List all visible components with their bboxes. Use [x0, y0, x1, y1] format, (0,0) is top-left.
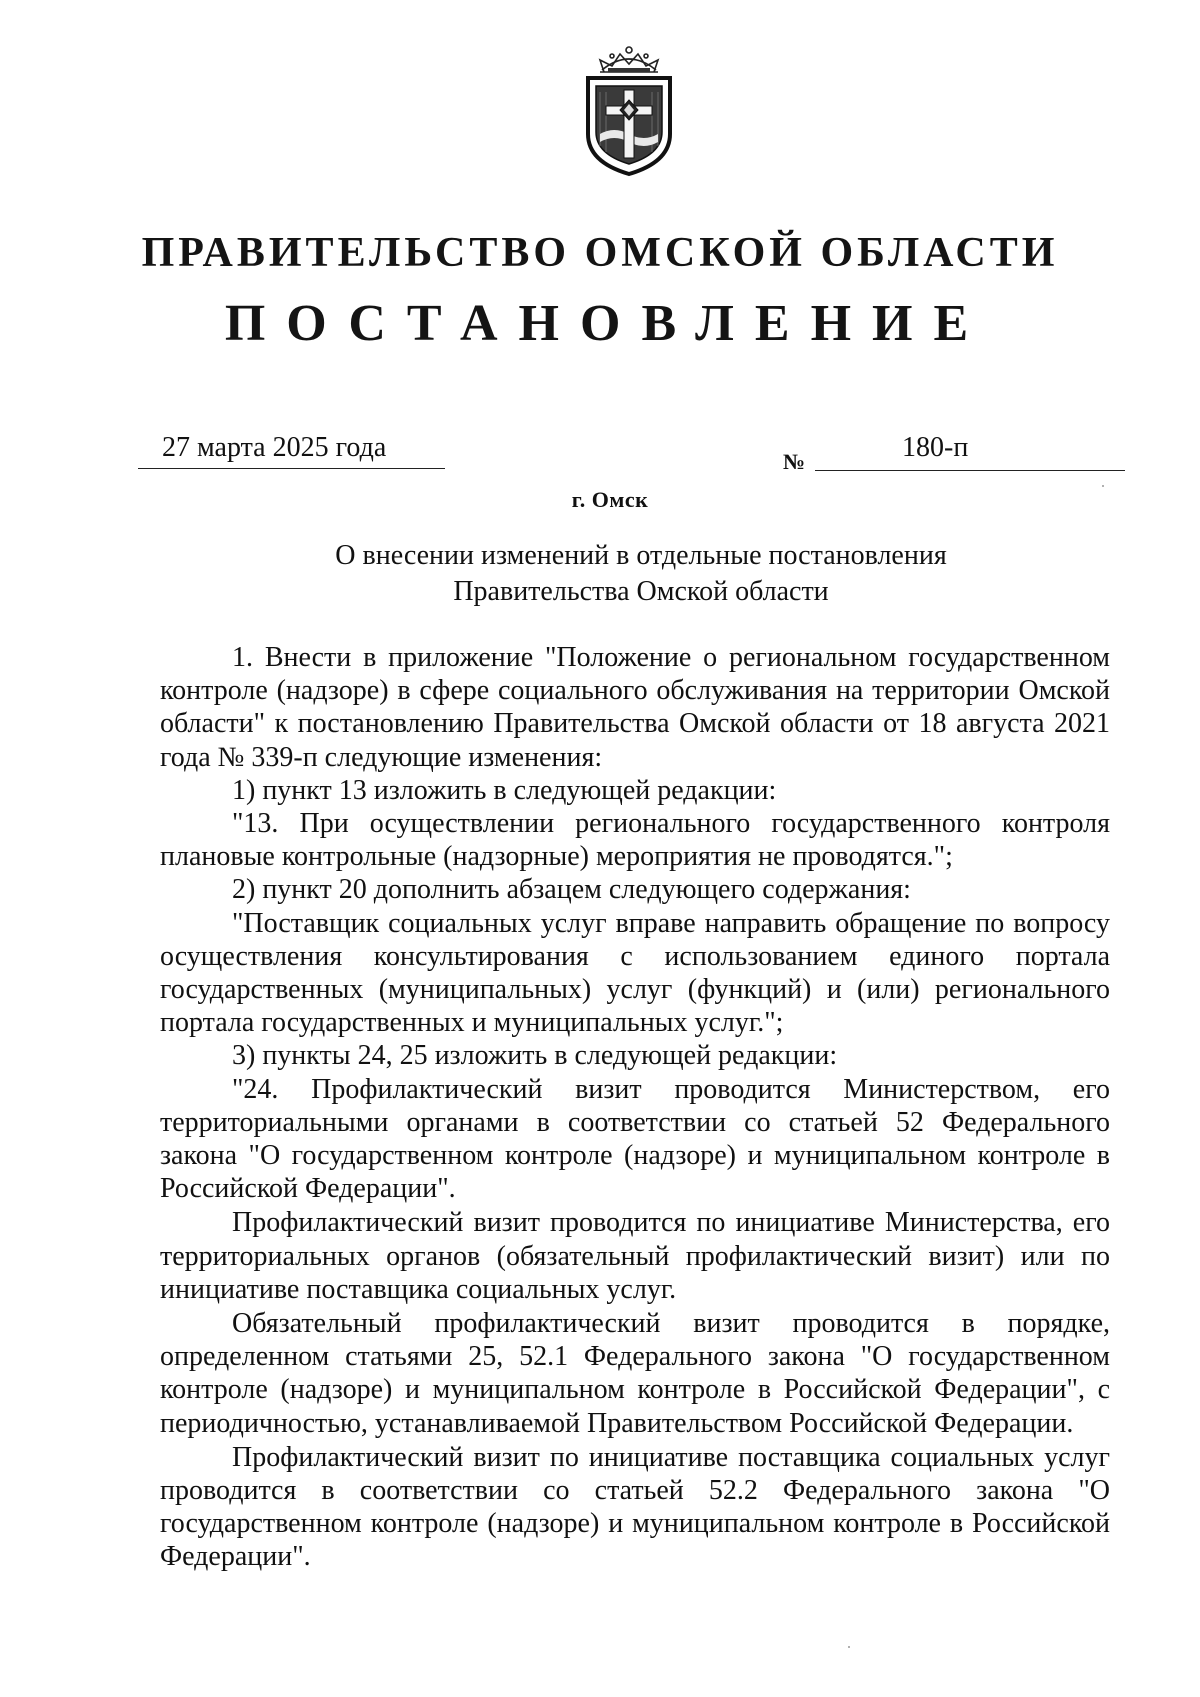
body-paragraph: 1) пункт 13 изложить в следующей редакции:: [232, 774, 777, 806]
document-number-field: [815, 432, 1125, 471]
body-paragraph: 1. Внести в приложение "Положение о региональном государственном контроле (надзоре) в сфере социального обслуживания на территории Омской области" к постановлению Правительства Омской области от 18 августа 2021 года № 339-п следующие изменения:: [160, 642, 1110, 773]
body-paragraph: "13. При осуществлении регионального государственного контроля плановые контрольные (надзорные) мероприятия не проводятся.";: [160, 808, 1110, 873]
document-date-field: [138, 432, 445, 469]
number-label: №: [783, 449, 806, 474]
body-paragraph: 2) пункт 20 дополнить абзацем следующего содержания:: [232, 874, 911, 906]
scan-speck: [1102, 485, 1104, 487]
body-paragraph: 3) пункты 24, 25 изложить в следующей редакции:: [232, 1040, 838, 1072]
body-paragraph: Профилактический визит проводится по инициативе Министерства, его территориальных органов (обязательный профилактический визит) или по инициативе поставщика социальных услуг.: [160, 1207, 1110, 1305]
document-type-title: ПОСТАНОВЛЕНИЕ: [224, 295, 990, 352]
body-paragraph: "Поставщик социальных услуг вправе направить обращение по вопросу осуществления консультирования с использованием единого портала государственных (муниципальных) услуг (функций) и (или) регионального портала государственных и муниципальных услуг.";: [160, 907, 1110, 1039]
document-body: [160, 641, 1110, 1574]
body-paragraph: Обязательный профилактический визит проводится в порядке, определенном статьями 25, 52.1 Федерального закона "О государственном контроле (надзоре) и муниципальном контроле в Российской Федерации", с периодичностью, устанавливаемой Правительством Российской Федерации.: [160, 1308, 1110, 1439]
document-subject: [0, 538, 1200, 610]
body-paragraph: "24. Профилактический визит проводится Министерством, его территориальными органами в соответствии со статьей 52 Федерального закона "О государственном контроле (надзоре) и муниципальном контроле в Российской Федерации".: [160, 1073, 1110, 1205]
document-number: 180-п: [902, 432, 969, 463]
organization-title: ПРАВИТЕЛЬСТВО ОМСКОЙ ОБЛАСТИ: [141, 230, 1059, 276]
document-date: 27 марта 2025 года: [162, 432, 387, 463]
subject-line-1: О внесении изменений в отдельные постановления: [335, 540, 947, 571]
omsk-region-coat-of-arms-icon: [570, 42, 688, 178]
document-city: г. Омск: [571, 487, 649, 512]
body-paragraph: Профилактический визит по инициативе поставщика социальных услуг проводится в соответствии со статьей 52.2 Федерального закона "О государственном контроле (надзоре) и муниципальном контроле в Российской Федерации".: [160, 1441, 1110, 1573]
subject-line-2: Правительства Омской области: [453, 576, 829, 607]
scan-speck: [848, 1646, 850, 1648]
